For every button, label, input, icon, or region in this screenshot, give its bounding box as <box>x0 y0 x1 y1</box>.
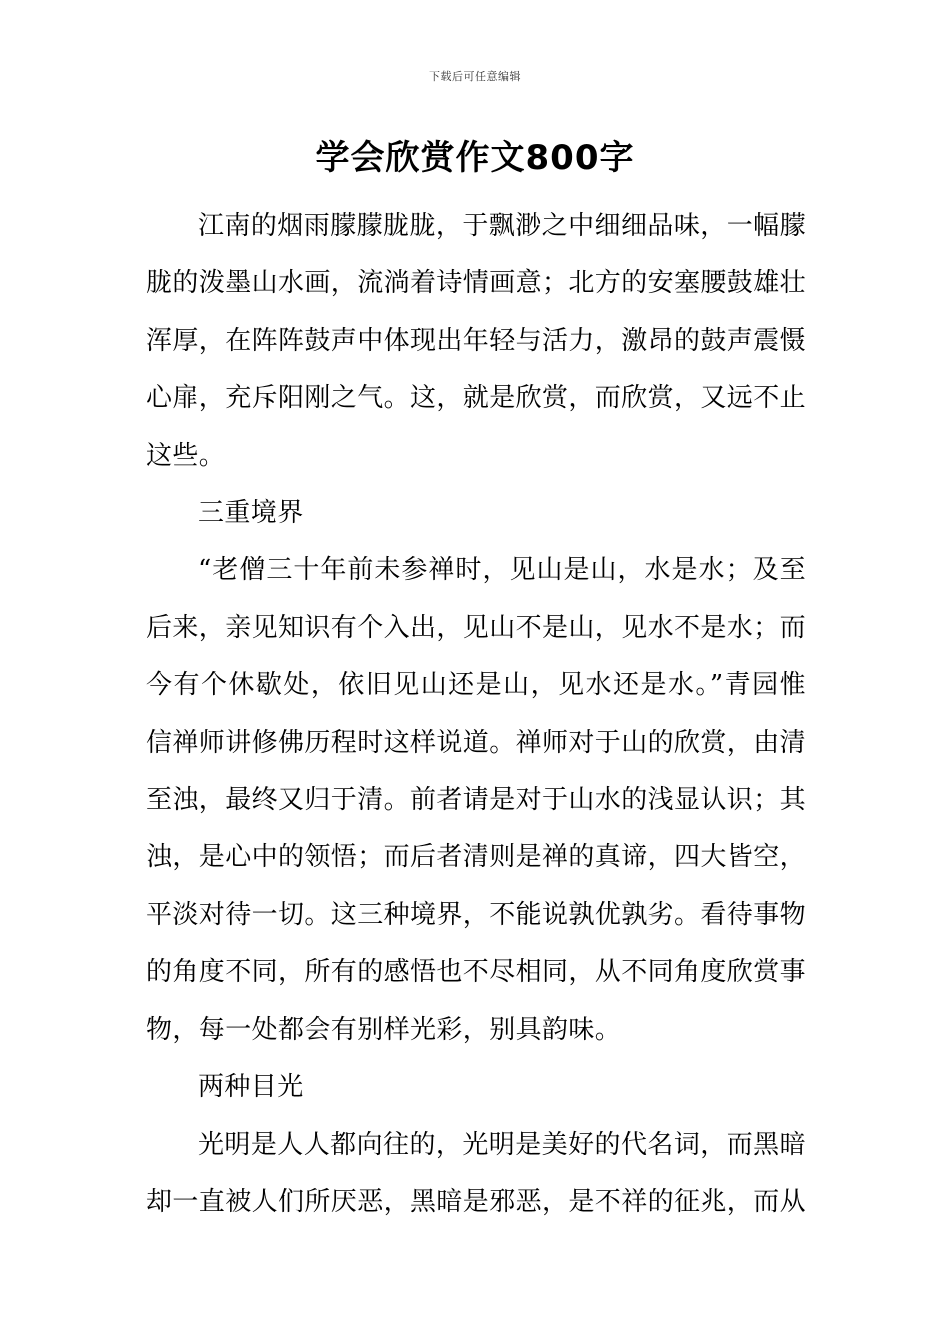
page-title: 学会欣赏作文800字 <box>315 138 635 178</box>
paragraph-light-dark: 光明是人人都向往的，光明是美好的代名词，而黑暗却一直被人们所厌恶，黑暗是邪恶，是不祥的征兆，而从 <box>146 1129 807 1217</box>
section-heading-two-views: 两种目光 <box>198 1072 304 1103</box>
paragraph-zen-quote: “老僧三十年前未参禅时，见山是山，水是水；及至后来，亲见知识有个入出，见山不是山，见水不是水；而今有个休歇处，依旧见山还是山，见水还是水。”青园惟信禅师讲修佛历程时这样说道。禅师对于山的欣赏，由清至浊，最终又归于清。前者请是对于山水的浅显认识；其浊，是心中的领悟；而后者清则是禅的真谛，四大皆空，平淡对待一切。这三种境界，不能说孰优孰劣。看待事物的角度不同，所有的感悟也不尽相同，从不同角度欣赏事物，每一处都会有别样光彩，别具韵味。 <box>146 555 807 1045</box>
header-note: 下载后可任意编辑 <box>429 70 521 83</box>
article-body <box>146 198 806 1231</box>
section-heading-three-realms: 三重境界 <box>198 498 304 529</box>
paragraph-intro: 江南的烟雨朦朦胧胧，于飘渺之中细细品味，一幅朦胧的泼墨山水画，流淌着诗情画意；北方的安塞腰鼓雄壮浑厚，在阵阵鼓声中体现出年轻与活力，激昂的鼓声震慑心扉，充斥阳刚之气。这，就是欣赏，而欣赏，又远不止这些。 <box>146 211 807 471</box>
